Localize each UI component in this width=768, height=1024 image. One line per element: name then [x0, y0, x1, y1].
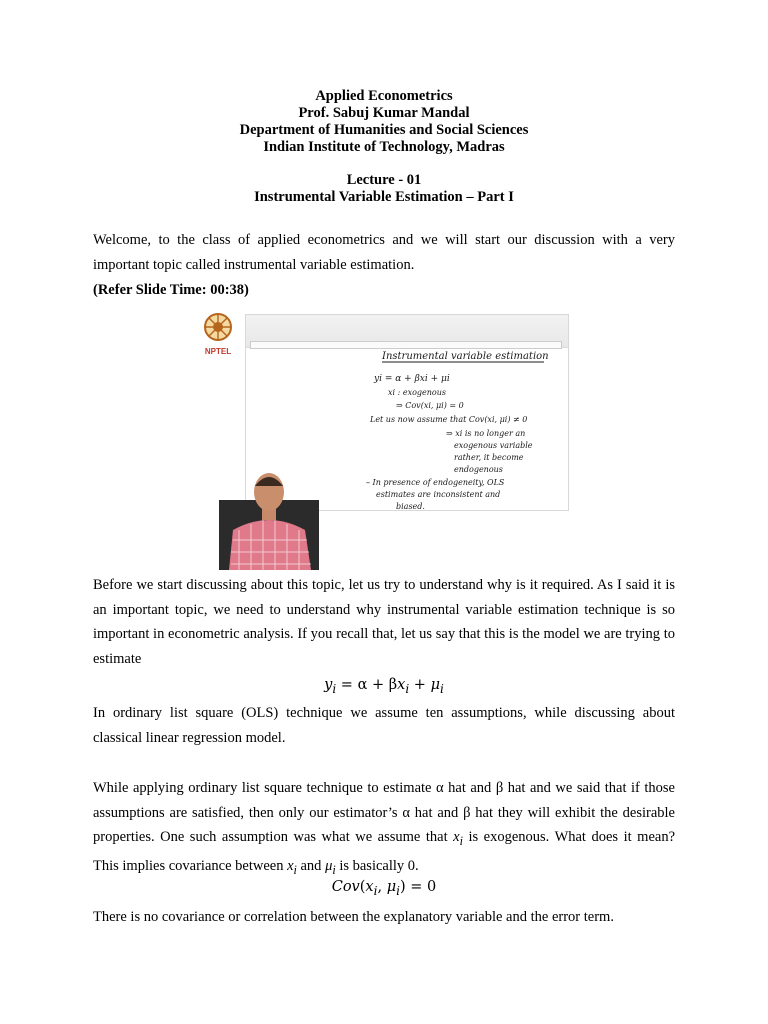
- paragraph-no-covariance: There is no covariance or correlation between the explanatory variable and the error term.: [93, 909, 614, 925]
- intro-paragraph: Welcome, to the class of applied econometrics and we will start our discussion with a very important topic called instrumental variable estimation.: [93, 232, 675, 273]
- course-title: Applied Econometrics: [315, 88, 453, 104]
- professor-name: Prof. Sabuj Kumar Mandal: [298, 105, 470, 121]
- note-line-7: rather, it become: [454, 453, 524, 462]
- department-name: Department of Humanities and Social Sciences: [239, 122, 529, 138]
- note-line-10: estimates are inconsistent and: [376, 490, 501, 499]
- lecture-slide-image: [197, 310, 569, 570]
- equation-covariance: $Cov(x_i$, $\mu_i) = 0$: [331, 879, 437, 898]
- note-line-8: endogenous: [454, 465, 503, 474]
- institute-name: Indian Institute of Technology, Madras: [263, 139, 505, 155]
- note-line-2: xi : exogenous: [388, 388, 446, 397]
- equation-model: $y_i = \alpha + \beta x_i + \mu_i$: [324, 677, 444, 696]
- document-header: [0, 88, 768, 156]
- paragraph-exogeneity: While applying ordinary list square technique to estimate α hat and β hat and we said that if those assumptions are satisfied, then only our estimator’s α hat and β hat they will exhibit the desirable properties. One such assumption was what we assume that $x_i$ is exogenous. What does it mean? This implies covariance between $x_i$ and $\mu_i$ is basically 0.: [93, 780, 675, 877]
- slide-reference: (Refer Slide Time: 00:38): [93, 282, 249, 298]
- paragraph-motivation: Before we start discussing about this topic, let us try to understand why is it required. As I said it is an important topic, we need to understand why instrumental variable estimation technique is so important in econometric analysis. If you recall that, let us say that this is the model we are trying to estimate: [93, 577, 675, 667]
- note-line-1: yi = α + βxi + μi: [374, 374, 450, 384]
- note-line-5: ⇒ xi is no longer an: [446, 429, 526, 438]
- nptel-logo-label: NPTEL: [204, 347, 232, 356]
- note-title: Instrumental variable estimation: [382, 351, 549, 362]
- note-line-11: biased.: [396, 502, 425, 510]
- note-line-3: ⇒ Cov(xi, μi) = 0: [396, 401, 464, 410]
- nptel-logo: [201, 310, 235, 358]
- note-line-4: Let us now assume that Cov(xi, μi) ≠ 0: [370, 415, 528, 424]
- note-line-9: – In presence of endogeneity, OLS: [366, 478, 505, 487]
- whiteboard-toolbar: [246, 315, 568, 348]
- presenter-image: [219, 460, 319, 570]
- lecture-title: Instrumental Variable Estimation – Part I: [254, 189, 514, 205]
- lecture-number: Lecture - 01: [346, 172, 422, 188]
- note-line-6: exogenous variable: [454, 441, 533, 450]
- lecture-heading: [0, 172, 768, 206]
- paragraph-ols-assumptions: In ordinary list square (OLS) technique we assume ten assumptions, while discussing about classical linear regression model.: [93, 705, 675, 746]
